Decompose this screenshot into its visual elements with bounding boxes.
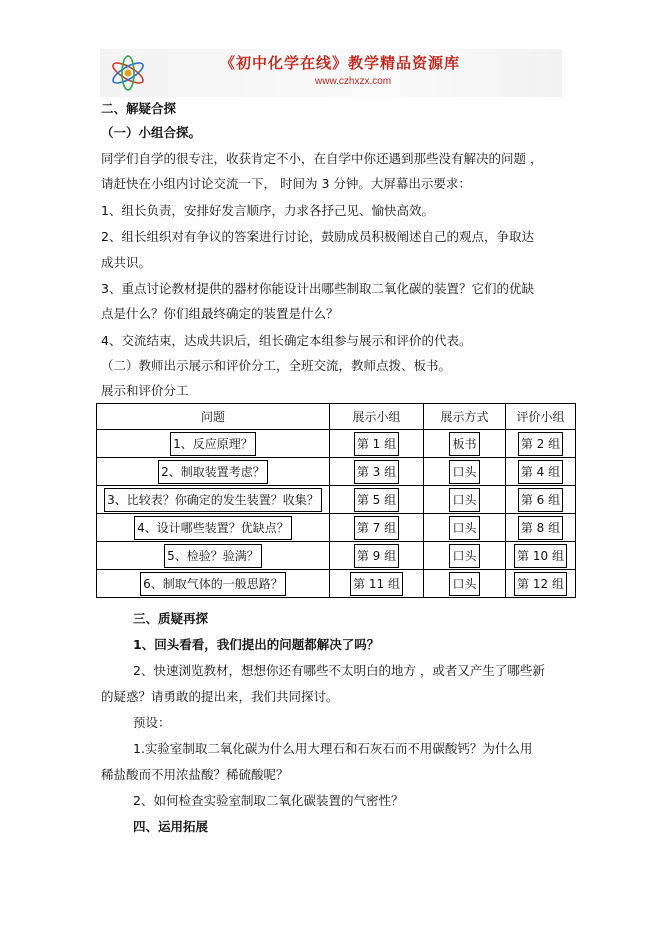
evaluate-group-text: 第 10 组 [514, 544, 567, 568]
preset-1: 1.实验室制取二氧化碳为什么用大理石和石灰石而不用碳酸钙？为什么用 [133, 741, 533, 756]
evaluate-group-text: 第 12 组 [514, 572, 567, 596]
method-text: 板书 [449, 432, 479, 456]
group-cell [330, 570, 424, 598]
header-cell: 评价小组 [506, 404, 576, 430]
method-cell [424, 570, 506, 598]
group-cell [330, 514, 424, 542]
method-text: 口头 [449, 488, 479, 512]
requirement-2: 2、组长组织对有争议的答案进行讨论，鼓励成员积极阐述自己的观点，争取达 [101, 229, 534, 244]
method-text: 口头 [449, 460, 479, 484]
question-cell [97, 570, 330, 598]
evaluate-cell [506, 430, 576, 458]
evaluate-cell [506, 542, 576, 570]
section2-heading: 二、解疑合探 [101, 101, 177, 116]
group-cell [330, 486, 424, 514]
question-1: 1、回头看看，我们提出的问题都解决了吗？ [133, 637, 380, 652]
method-cell [424, 514, 506, 542]
group-cell [330, 542, 424, 570]
question-text: 2、制取装置考虑？ [158, 460, 268, 484]
evaluate-group-text: 第 6 组 [518, 488, 563, 512]
question-2: 2、快速浏览教材，想想你还有哪些不太明白的地方 ，或者又产生了哪些新 [133, 663, 545, 678]
table-row [97, 430, 576, 458]
assignment-table [96, 403, 576, 598]
question-2-cont: 的疑惑？请勇敢的提出来，我们共同探讨。 [101, 689, 339, 704]
section3-heading: 三、质疑再探 [133, 611, 209, 626]
method-text: 口头 [449, 516, 479, 540]
present-group-text: 第 9 组 [354, 544, 399, 568]
method-cell [424, 430, 506, 458]
present-group-text: 第 3 组 [354, 460, 399, 484]
evaluate-cell [506, 486, 576, 514]
evaluate-cell [506, 514, 576, 542]
question-text: 3、比较表？你确定的发生装置？收集？ [104, 488, 322, 512]
section4-heading: 四、运用拓展 [133, 819, 209, 834]
group-cell [330, 458, 424, 486]
present-group-text: 第 11 组 [350, 572, 403, 596]
present-group-text: 第 7 组 [354, 516, 399, 540]
preset-2: 2、如何检查实验室制取二氧化碳装置的气密性？ [133, 793, 404, 808]
method-cell [424, 458, 506, 486]
method-cell [424, 486, 506, 514]
table-row [97, 570, 576, 598]
evaluate-group-text: 第 2 组 [518, 432, 563, 456]
table-caption: 展示和评价分工 [101, 383, 189, 398]
sub2-paragraph: （二）教师出示展示和评价分工，全班交流，教师点拨、板书。 [101, 358, 452, 373]
question-cell [97, 430, 330, 458]
table-header-row [97, 404, 576, 430]
banner-url: www.czhxzx.com [315, 76, 392, 87]
method-text: 口头 [449, 544, 479, 568]
question-cell [97, 514, 330, 542]
question-text: 6、制取气体的一般思路？ [140, 572, 286, 596]
preset-label: 预设： [133, 715, 171, 730]
question-cell [97, 542, 330, 570]
question-text: 4、设计哪些装置？优缺点？ [134, 516, 292, 540]
evaluate-group-text: 第 4 组 [518, 460, 563, 484]
header-cell: 展示小组 [330, 404, 424, 430]
atom-logo-icon [108, 52, 148, 94]
table-row [97, 514, 576, 542]
header-cell: 展示方式 [424, 404, 506, 430]
question-cell [97, 486, 330, 514]
requirement-2-cont: 成共识。 [101, 255, 152, 270]
present-group-text: 第 5 组 [354, 488, 399, 512]
evaluate-cell [506, 458, 576, 486]
requirement-1: 1、组长负责，安排好发言顺序，力求各抒己见、愉快高效。 [101, 203, 434, 218]
present-group-text: 第 1 组 [354, 432, 399, 456]
question-text: 1、反应原理？ [170, 432, 256, 456]
requirement-4: 4、交流结束，达成共识后，组长确定本组参与展示和评价的代表。 [101, 333, 472, 348]
requirement-3: 3、重点讨论教材提供的器材你能设计出哪些制取二氧化碳的装置？它们的优缺 [101, 281, 534, 296]
method-cell [424, 542, 506, 570]
group-cell [330, 430, 424, 458]
paragraph-line: 请赶快在小组内讨论交流一下， 时间为 3 分钟。大屏幕出示要求： [101, 176, 471, 191]
header-banner [100, 49, 562, 97]
table-row [97, 486, 576, 514]
table-row [97, 458, 576, 486]
question-text: 5、检验？验满？ [164, 544, 262, 568]
method-text: 口头 [449, 572, 479, 596]
table-row [97, 542, 576, 570]
preset-1-cont: 稀盐酸而不用浓盐酸？稀硫酸呢？ [101, 767, 289, 782]
question-cell [97, 458, 330, 486]
paragraph-line: 同学们自学的很专注，收获肯定不小，在自学中你还遇到那些没有解决的问题 ， [101, 151, 543, 166]
header-cell: 问题 [97, 404, 330, 430]
evaluate-group-text: 第 8 组 [518, 516, 563, 540]
evaluate-cell [506, 570, 576, 598]
requirement-3-cont: 点是什么？你们组最终确定的装置是什么？ [101, 306, 339, 321]
banner-title: 《初中化学在线》教学精品资源库 [220, 54, 461, 72]
sub1-heading: （一）小组合探。 [101, 125, 202, 140]
